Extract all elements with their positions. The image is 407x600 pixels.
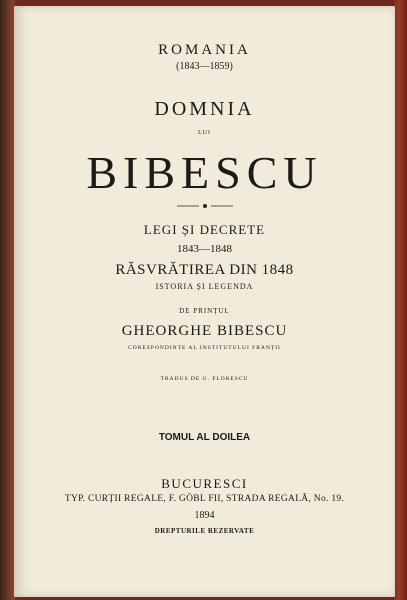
legi-years: 1843—1848 [177, 243, 232, 255]
author-affiliation: CORESPONDINTE AL INSTITUTULUI FRANȚII [128, 345, 281, 351]
printer-line: TYP. CURȚII REGALE, F. GÖBL FII, STRADA REGALĂ, No. 19. [64, 494, 345, 504]
title-page [14, 6, 395, 597]
publication-year: 1894 [194, 510, 215, 521]
ornament-divider-icon [177, 203, 233, 209]
rights-notice: DREPTURILE REZERVATE [154, 527, 255, 535]
volume-label: TOMUL AL DOILEA [158, 432, 251, 443]
translator-line: TRADUS DE G. FLORESCU [160, 376, 249, 382]
domnia-heading: DOMNIA [154, 98, 255, 120]
lui-text: LUI [198, 130, 211, 136]
rasvratirea-heading: RĂSVRĂTIREA DIN 1848 [115, 262, 294, 278]
country-heading: ROMANIA [158, 42, 251, 58]
cover-edge [394, 0, 407, 600]
by-line: DE PRINȚUL [179, 307, 230, 315]
country-years: (1843—1859) [176, 61, 233, 72]
city-name: BUCURESCI [161, 476, 248, 491]
istoria-subtitle: ISTORIA ȘI LEGENDA [155, 282, 254, 291]
author-name: GHEORGHE BIBESCU [121, 323, 288, 339]
legi-heading: LEGI ȘI DECRETE [143, 222, 266, 237]
main-title: BIBESCU [86, 147, 323, 198]
